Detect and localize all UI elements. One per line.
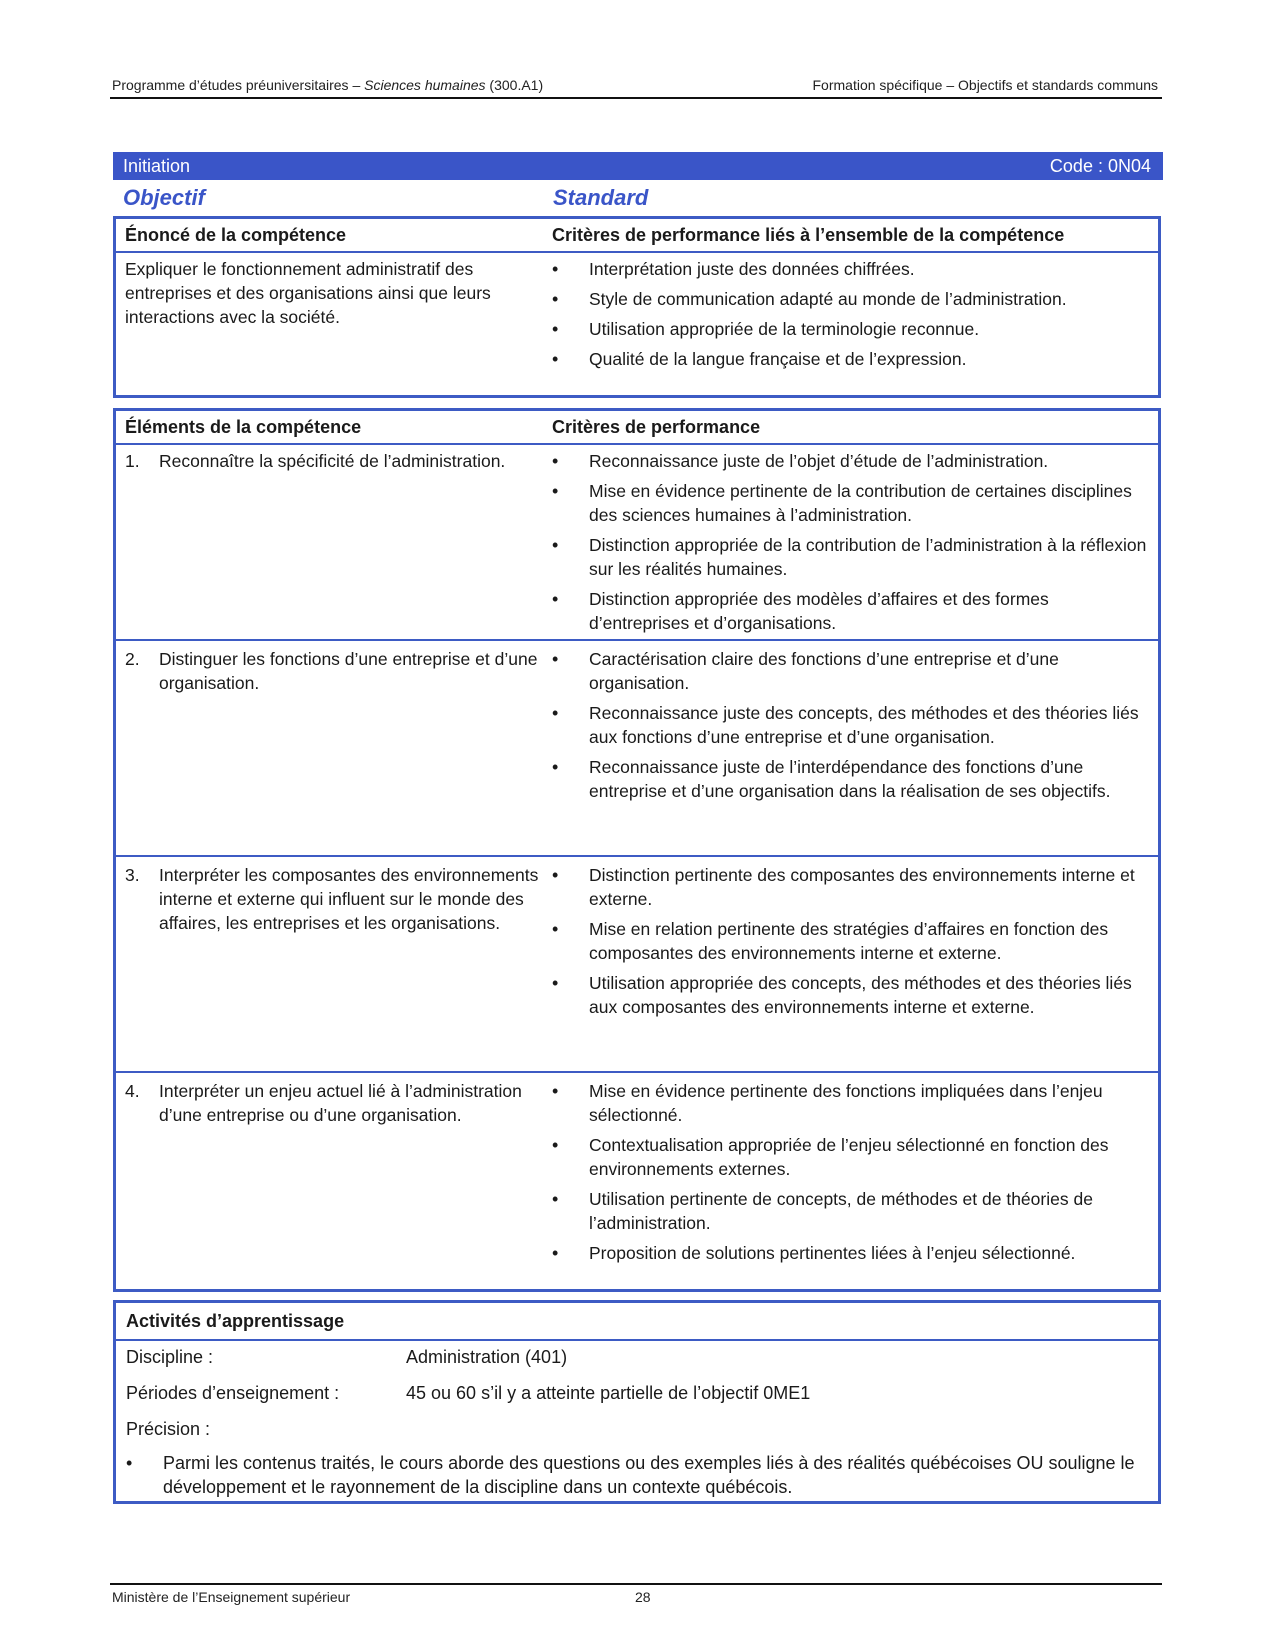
activities-box (113, 1300, 1161, 1504)
element-text: Interpréter un enjeu actuel lié à l’administration d’une entreprise ou d’une organisation. (159, 1081, 522, 1125)
element-number: 1. (125, 451, 140, 471)
criterion-item: • Distinction pertinente des composantes des environnements interne et externe. (552, 863, 1152, 911)
criterion-item: • Mise en évidence pertinente des fonctions impliquées dans l’enjeu sélectionné. (552, 1079, 1152, 1127)
criterion-item: • Distinction appropriée des modèles d’affaires et des formes d’entreprises et d’organisations. (552, 587, 1152, 635)
element-3 (125, 863, 544, 935)
criterion-item: • Interprétation juste des données chiffrées. (552, 257, 1152, 281)
elements-heading: Éléments de la compétence (125, 417, 362, 437)
discipline-value: Administration (401) (406, 1347, 568, 1367)
element-2 (125, 647, 544, 695)
performance-criteria-heading: Critères de performance (552, 417, 761, 437)
competence-box-header (116, 219, 1158, 253)
activities-title: Activités d’apprentissage (126, 1311, 345, 1331)
competence-criteria-list (552, 257, 1152, 377)
element-1 (125, 449, 544, 473)
criterion-item: • Style de communication adapté au monde de l’administration. (552, 287, 1152, 311)
ministry-name: Ministère de l’Enseignement supérieur (112, 1589, 351, 1605)
element-3-criteria (552, 863, 1152, 1025)
criterion-item: • Mise en relation pertinente des stratégies d’affaires en fonction des composantes des environnements interne et externe. (552, 917, 1152, 965)
element-number: 2. (125, 649, 140, 669)
criterion-item: • Utilisation pertinente de concepts, de méthodes et de théories de l’administration. (552, 1187, 1152, 1235)
competence-statement-heading: Énoncé de la compétence (125, 225, 347, 245)
element-number: 3. (125, 865, 140, 885)
element-row-1 (116, 443, 1158, 639)
criterion-item: • Reconnaissance juste de l’objet d’étude de l’administration. (552, 449, 1152, 473)
element-text: Reconnaître la spécificité de l’administration. (159, 451, 506, 471)
course-title: Initiation (123, 156, 191, 176)
element-2-criteria (552, 647, 1152, 809)
criterion-item: • Mise en évidence pertinente de la contribution de certaines disciplines des sciences humaines à l’administration. (552, 479, 1152, 527)
course-title-bar (113, 152, 1163, 180)
section-title: Formation spécifique – Objectifs et standards communs (812, 77, 1158, 93)
element-text: Interpréter les composantes des environnements interne et externe qui influent sur le monde des affaires, les entreprises et les organisations. (159, 865, 539, 933)
activities-header (116, 1303, 1158, 1341)
standard-heading: Standard (553, 185, 649, 210)
elements-box (113, 408, 1161, 1292)
criterion-item: • Proposition de solutions pertinentes liées à l’enjeu sélectionné. (552, 1241, 1152, 1265)
element-1-criteria (552, 449, 1152, 641)
criterion-item: • Distinction appropriée de la contribution de l’administration à la réflexion sur les réalités humaines. (552, 533, 1152, 581)
competence-box (113, 216, 1161, 398)
criterion-item: • Caractérisation claire des fonctions d’une entreprise et d’une organisation. (552, 647, 1152, 695)
element-row-3 (116, 855, 1158, 1073)
element-number: 4. (125, 1081, 140, 1101)
criterion-item: • Utilisation appropriée de la terminologie reconnue. (552, 317, 1152, 341)
element-row-4 (116, 1071, 1158, 1291)
criterion-item: • Reconnaissance juste des concepts, des méthodes et des théories liés aux fonctions d’une entreprise et d’une organisation. (552, 701, 1152, 749)
criterion-item: • Utilisation appropriée des concepts, des méthodes et des théories liés aux composantes des environnements interne et externe. (552, 971, 1152, 1019)
elements-box-header (116, 411, 1158, 445)
objectif-heading: Objectif (123, 185, 205, 210)
element-text: Distinguer les fonctions d’une entreprise et d’une organisation. (159, 649, 538, 693)
column-headings (113, 185, 1163, 215)
element-row-2 (116, 639, 1158, 857)
course-code: Code : 0N04 (1049, 156, 1151, 176)
precision-label: Précision : (126, 1419, 211, 1439)
competence-statement: Expliquer le fonctionnement administratif des entreprises et des organisations ainsi que leurs interactions avec la société. (125, 259, 491, 327)
page-footer (110, 1583, 1162, 1605)
criterion-item: • Contextualisation appropriée de l’enjeu sélectionné en fonction des environnements externes. (552, 1133, 1152, 1181)
element-4 (125, 1079, 544, 1127)
page-number: 28 (635, 1589, 651, 1605)
periods-value: 45 ou 60 s’il y a atteinte partielle de l’objectif 0ME1 (406, 1383, 811, 1403)
competence-criteria-heading: Critères de performance liés à l’ensemble de la compétence (552, 225, 1065, 245)
periods-label: Périodes d’enseignement : (126, 1383, 340, 1403)
element-4-criteria (552, 1079, 1152, 1271)
program-title: Programme d’études préuniversitaires – Sciences humaines (300.A1) (112, 77, 544, 93)
discipline-label: Discipline : (126, 1347, 214, 1367)
running-header (110, 75, 1162, 99)
precision-item: • Parmi les contenus traités, le cours aborde des questions ou des exemples liés à des réalités québécoises OU souligne le développement et le rayonnement de la discipline dans un contexte québécois. (126, 1451, 1173, 1499)
criterion-item: • Qualité de la langue française et de l’expression. (552, 347, 1152, 371)
criterion-item: • Reconnaissance juste de l’interdépendance des fonctions d’une entreprise et d’une organisation dans la réalisation de ses objectifs. (552, 755, 1152, 803)
